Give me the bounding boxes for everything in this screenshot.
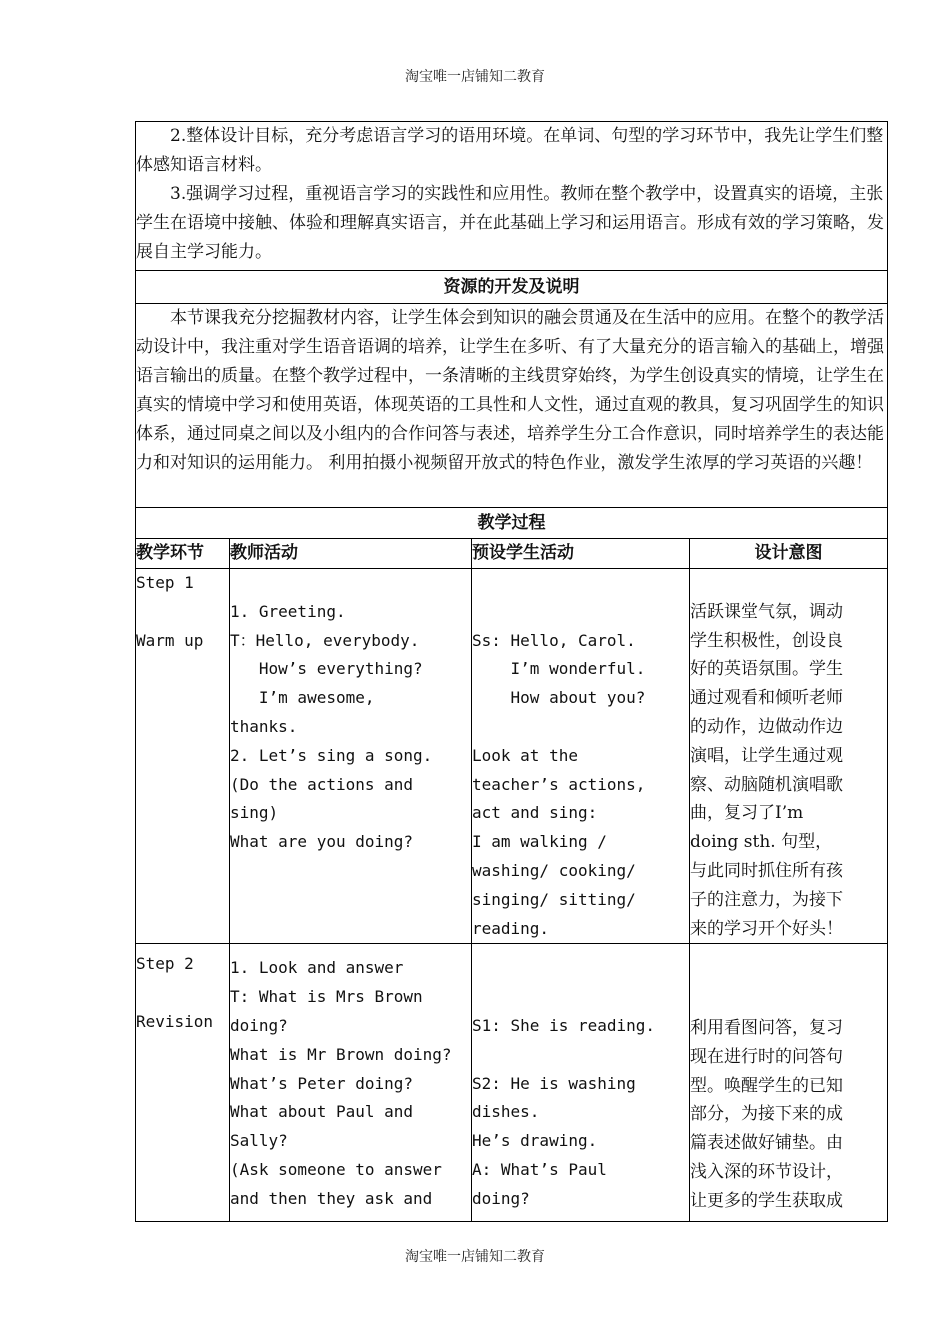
step2-teacher-line: What’s Peter doing? [230,1073,414,1093]
step1-intent-line: 与此同时抓住所有孩 [690,860,843,881]
step1-stage-line: Warm up [136,630,204,650]
step2-teacher-line: 1. Look and answer [230,958,404,978]
step2-teacher-line: T: What is Mrs Brown [230,987,423,1007]
step1-intent-line: 活跃课堂气氛，调动 [690,601,843,622]
step2-stage [136,944,230,1222]
step2-intent-line: 篇表述做好铺垫。由 [690,1133,843,1154]
step1-student-line: washing/ cooking/ [472,860,636,880]
step2-teacher-line: and then they ask and [230,1188,433,1208]
design-points-row [136,122,888,271]
step1-student-line: teacher’s actions, [472,774,646,794]
step1-teacher [230,569,472,944]
step2-intent-line: 部分，为接下来的成 [690,1104,843,1125]
step1-student-line: Ss: Hello, Carol. [472,630,636,650]
step1-intent-line: 通过观看和倾听老师 [690,688,843,709]
step1-student-line: act and sing: [472,803,598,823]
design-points-cell [136,122,888,271]
step1-student-line: How about you? [472,688,646,708]
step1-teacher-line: thanks. [230,716,298,736]
step1-intent-line: doing sth. 句型， [690,832,833,853]
step2-stage-line [136,979,229,1008]
step1-teacher-line [230,569,471,598]
step1-stage-line: Step 1 [136,573,194,592]
step2-student [472,944,690,1222]
step1-stage-line [136,598,229,627]
step1-student-line: Look at the [472,745,578,765]
step1-row [136,569,888,944]
step1-student-line: I am walking / [472,832,607,852]
step2-intent-line [690,985,887,1014]
process-header-row [136,539,888,569]
step1-teacher-line: 2. Let’s sing a song. [230,745,433,765]
process-title: 教学过程 [136,508,888,539]
step2-teacher-line: Sally? [230,1131,288,1151]
page-footer: 淘宝唯一店铺知二教育 [405,1249,545,1265]
step2-intent-line [690,956,887,985]
step1-teacher-line: What are you doing? [230,832,414,852]
step2-student-line: dishes. [472,1102,540,1122]
step1-intent-line: 来的学习开个好头！ [690,918,843,939]
step1-student-line [472,713,689,742]
step1-teacher-line: T：Hello, everybody. [230,630,420,650]
step1-intent-line: 子的注意力，为接下 [690,889,843,910]
resources-body: 本节课我充分挖掘教材内容，让学生体会到知识的融会贯通及在生活中的应用。在整个的教学活动设计中，我注重对学生语音语调的培养，让学生在多听、有了大量充分的语言输入的基础上，增强语言输出的质量。在整个教学过程中，一条清晰的主线贯穿始终，为学生创设真实的情境，让学生在真实的情境中学习和使用英语，体现英语的工具性和人文性，通过直观的教具，复习巩固学生的知识体系，通过同桌之间以及小组内的合作问答与表述，培养学生分工合作意识，同时培养学生的表达能力和对知识的运用能力。 利用拍摄小视频留开放式的特色作业，激发学生浓厚的学习英语的兴趣！ [136,308,884,473]
page-header: 淘宝唯一店铺知二教育 [405,69,545,85]
step2-intent-line: 利用看图问答，复习 [690,1017,843,1038]
step2-student-line: S2: He is washing [472,1073,636,1093]
step1-intent-line [690,569,887,598]
resources-title: 资源的开发及说明 [136,271,888,304]
step2-teacher [230,944,472,1222]
step1-teacher-line: I’m awesome, [230,688,375,708]
step2-student-line: doing? [472,1188,530,1208]
step2-intent-line: 型。唤醒学生的已知 [690,1075,843,1096]
lesson-plan-table [135,121,888,1222]
step1-teacher-line: (Do the actions and [230,774,414,794]
design-point-2: 2.整体设计目标，充分考虑语言学习的语用环境。在单词、句型的学习环节中，我先让学生们整体感知语言材料。 [136,126,884,175]
col-header-teacher: 教师活动 [230,539,472,569]
step1-student [472,569,690,944]
step2-intent-line: 让更多的学生获取成 [690,1190,843,1211]
step1-stage [136,569,230,944]
step1-student-line: singing/ sitting/ [472,889,636,909]
step1-intent [690,569,888,944]
step1-intent-line: 曲，复习了I’m [690,803,804,824]
col-header-intent: 设计意图 [690,539,888,569]
step1-student-line [472,598,689,627]
step2-stage-line: Step 2 [136,954,194,974]
step2-student-line [472,954,689,983]
step1-student-line: reading. [472,918,550,938]
step1-intent-line: 好的英语氛围。学生 [690,659,843,680]
step2-row [136,944,888,1222]
step1-intent-line: 的动作，边做动作边 [690,716,843,737]
step1-teacher-line: How’s everything? [230,659,423,679]
step1-student-line [472,569,689,598]
step2-intent [690,944,888,1222]
step1-student-line: I’m wonderful. [472,659,646,679]
step2-intent-line: 浅入深的环节设计， [690,1161,843,1182]
step1-intent-line: 学生积极性，创设良 [690,630,843,651]
step1-intent-line: 演唱，让学生通过观 [690,745,843,766]
step2-teacher-line: (Ask someone to answer [230,1159,442,1179]
col-header-stage: 教学环节 [136,539,230,569]
col-header-student: 预设学生活动 [472,539,690,569]
step1-intent-line: 察、动脑随机演唱歌 [690,774,843,795]
step2-student-line [472,1041,689,1070]
step2-student-line [472,983,689,1012]
step2-teacher-line: What about Paul and [230,1102,414,1122]
step2-student-line: A: What’s Paul [472,1159,607,1179]
step1-teacher-line: 1. Greeting. [230,601,346,621]
step2-student-line: S1: She is reading. [472,1015,656,1035]
step2-teacher-line: doing? [230,1015,288,1035]
step1-teacher-line: sing) [230,803,279,823]
step2-teacher-line: What is Mr Brown doing? [230,1044,452,1064]
step2-student-line: He’s drawing. [472,1131,598,1151]
step2-intent-line: 现在进行时的问答句 [690,1046,843,1067]
design-point-3: 3.强调学习过程，重视语言学习的实践性和应用性。教师在整个教学中，设置真实的语境，主张学生在语境中接触、体验和理解真实语言，并在此基础上学习和运用语言。形成有效的学习策略，发展自主学习能力。 [136,184,884,262]
resources-cell [136,304,888,508]
step2-stage-line: Revision [136,1011,214,1031]
